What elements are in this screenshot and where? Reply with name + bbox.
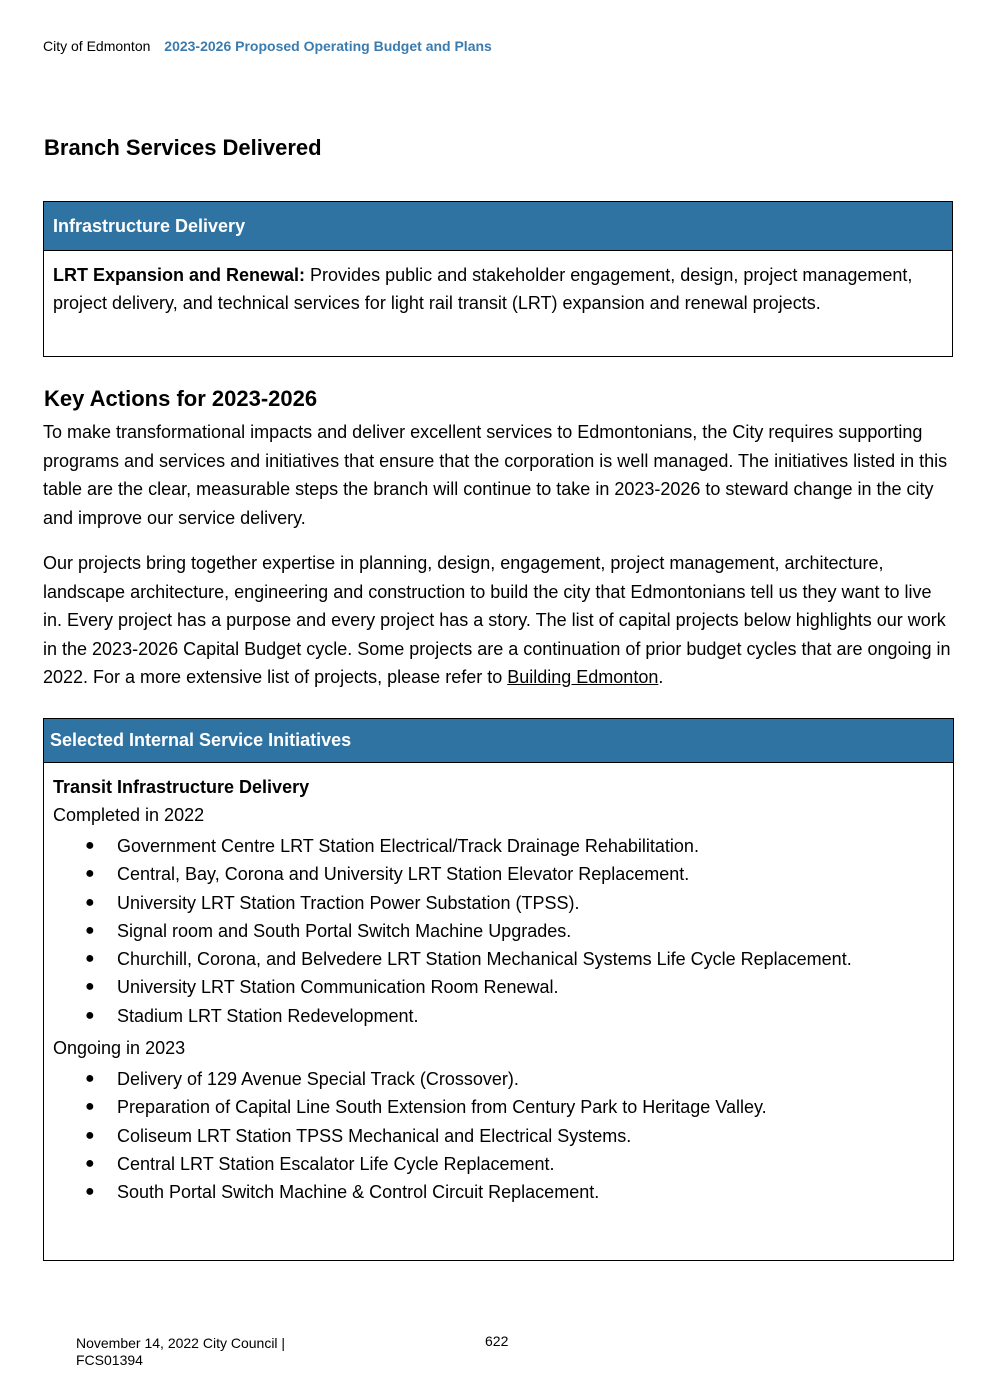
branch-services-heading: Branch Services Delivered (44, 135, 322, 160)
bullet-icon: ● (85, 950, 95, 968)
branch-services-table-header: Infrastructure Delivery (44, 202, 952, 251)
paragraph-2-end: . (658, 667, 664, 687)
list-item-text: Signal room and South Portal Switch Machine Upgrades. (117, 920, 572, 941)
bullet-icon: ● (85, 921, 95, 939)
footer-line-2: FCS01394 (76, 1352, 143, 1368)
list-item (53, 860, 944, 888)
list-item (53, 1093, 944, 1121)
list-item-text: Central, Bay, Corona and University LRT Station Elevator Replacement. (117, 864, 690, 885)
bullet-icon: ● (85, 978, 95, 996)
list-item-text: University LRT Station Traction Power Substation (TPSS). (117, 892, 580, 913)
footer-meeting-info (76, 1335, 285, 1369)
list-item (53, 917, 944, 945)
bullet-icon: ● (85, 1006, 95, 1024)
footer-line-1: November 14, 2022 City Council | (76, 1335, 286, 1351)
key-actions-paragraph-1: To make transformational impacts and deliver excellent services to Edmontonians, the City requires supporting programs and services and initiatives that ensure that the corporation is well managed. The initiatives listed in this table are the clear, measurable steps the branch will continue to take in 2023-2026 to steward change in the city and improve our service delivery. (43, 422, 948, 528)
initiatives-table (43, 718, 954, 1261)
key-actions-paragraph-2 (43, 549, 955, 692)
list-item (53, 889, 944, 917)
initiatives-subheading: Transit Infrastructure Delivery (53, 777, 310, 797)
list-item-text: Churchill, Corona, and Belvedere LRT Station Mechanical Systems Life Cycle Replacement. (117, 949, 852, 970)
list-item (53, 1150, 944, 1178)
branch-services-table-body (44, 251, 952, 327)
list-item-text: Preparation of Capital Line South Extension from Century Park to Heritage Valley. (117, 1097, 767, 1118)
list-item (53, 1065, 944, 1093)
key-actions-heading: Key Actions for 2023-2026 (44, 386, 318, 411)
list-item-text: Central LRT Station Escalator Life Cycle Replacement. (117, 1153, 555, 1174)
page-header (43, 38, 492, 54)
bullet-icon: ● (85, 837, 95, 854)
initiatives-table-body (44, 763, 953, 1207)
list-item (53, 973, 944, 1001)
completed-label: Completed in 2022 (53, 805, 205, 825)
page-number: 622 (485, 1333, 509, 1349)
ongoing-list (53, 1065, 944, 1206)
bullet-icon: ● (85, 1098, 95, 1116)
list-item-text: University LRT Station Communication Room Renewal. (117, 977, 559, 998)
ongoing-label: Ongoing in 2023 (53, 1038, 186, 1059)
bullet-icon: ● (85, 1126, 95, 1144)
list-item (53, 1178, 944, 1206)
list-item (53, 1002, 944, 1030)
bullet-icon: ● (85, 893, 95, 911)
list-item-text: South Portal Switch Machine & Control Circuit Replacement. (117, 1182, 600, 1203)
document-title: 2023-2026 Proposed Operating Budget and Plans (164, 38, 492, 54)
bullet-icon: ● (85, 1183, 95, 1201)
initiatives-table-header: Selected Internal Service Initiatives (44, 719, 953, 763)
completed-list (53, 832, 944, 1030)
service-name: LRT Expansion and Renewal: (53, 265, 306, 285)
bullet-icon: ● (85, 1070, 95, 1088)
list-item-text: Delivery of 129 Avenue Special Track (Crossover). (117, 1069, 519, 1090)
list-item-text: Government Centre LRT Station Electrical/Track Drainage Rehabilitation. (117, 836, 699, 856)
list-item (53, 945, 944, 973)
paragraph-2-text: Our projects bring together expertise in planning, design, engagement, project management, architecture, landscape architecture, engineering and construction to build the city that Edmontonians tell us they want to live in. Every project has a purpose and every project has a story. The list of capital projects below highlights our work in the 2023-2026 Capital Budget cycle. Some projects are a continuation of prior budget cycles that are ongoing in 2022. For a more extensive list of projects, please refer to (43, 553, 951, 687)
org-name: City of Edmonton (43, 38, 151, 54)
list-item (53, 1122, 944, 1150)
list-item (53, 832, 944, 860)
bullet-icon: ● (85, 865, 95, 883)
bullet-icon: ● (85, 1154, 95, 1172)
building-edmonton-link[interactable]: Building Edmonton (507, 667, 659, 687)
service-description: Provides public and stakeholder engagement, design, project management, project delivery, and technical services for light rail transit (LRT) expansion and renewal projects. (53, 265, 913, 313)
list-item-text: Coliseum LRT Station TPSS Mechanical and Electrical Systems. (117, 1125, 632, 1146)
list-item-text: Stadium LRT Station Redevelopment. (117, 1005, 419, 1026)
branch-services-table (43, 201, 953, 357)
